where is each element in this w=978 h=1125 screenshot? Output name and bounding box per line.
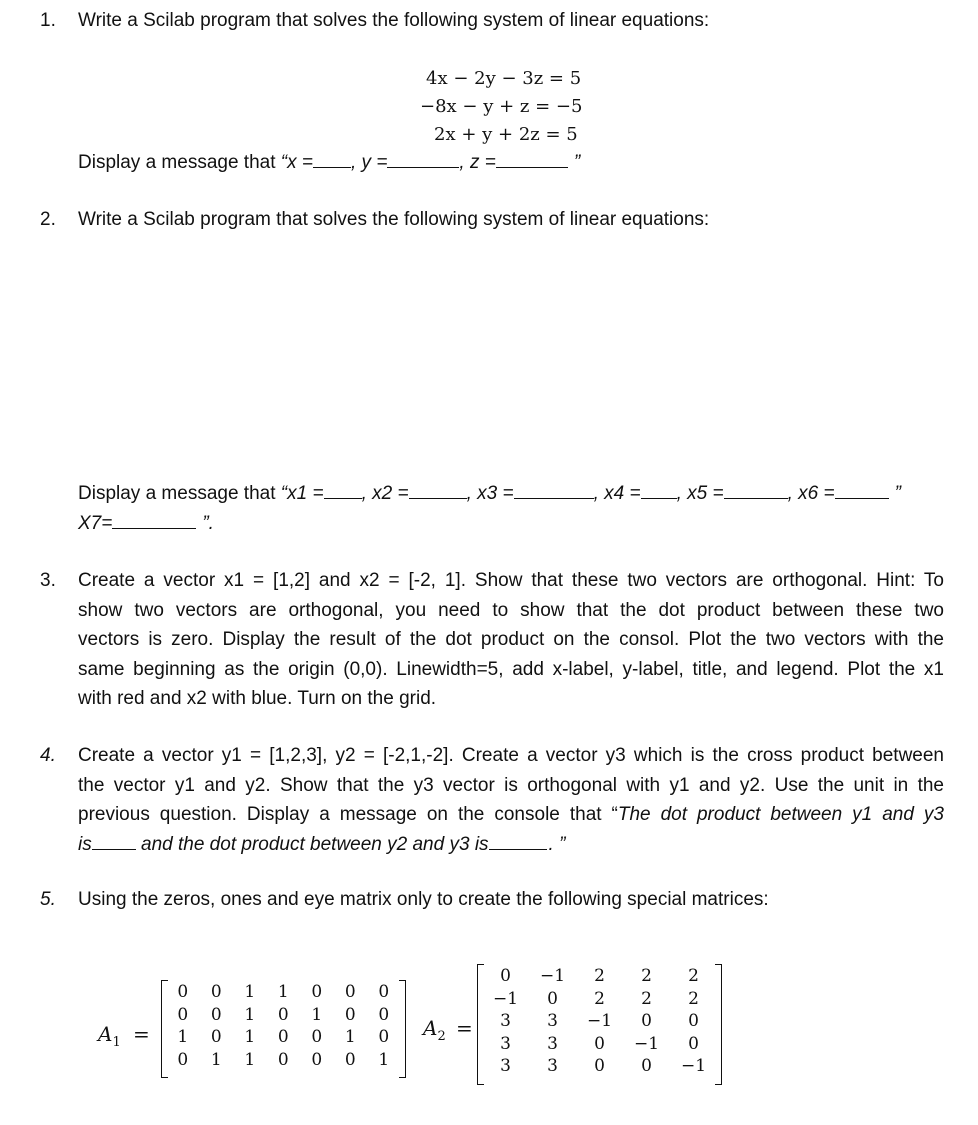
q4-paragraph <box>78 741 944 859</box>
a1-cell: 1 <box>277 982 289 1002</box>
q2-msg-end: ” <box>894 483 901 504</box>
q4-line-4 <box>78 830 944 860</box>
q2-msg-end2: ”. <box>202 513 214 534</box>
a2-grid <box>477 964 722 1083</box>
a1-cell: 1 <box>244 982 256 1002</box>
a2-cell: 2 <box>688 966 699 986</box>
a1-label <box>98 1022 121 1050</box>
a2-cell: 0 <box>688 1011 699 1031</box>
a2-cell: 3 <box>547 1056 558 1076</box>
a2-cell: 2 <box>641 966 652 986</box>
a1-cell: 0 <box>344 1004 356 1025</box>
q1-blank-z <box>496 151 568 168</box>
q2-blank-x4 <box>641 482 677 499</box>
q4-blank-2 <box>489 833 547 850</box>
q2-msg-x4: , x4 = <box>593 483 641 504</box>
q1-msg-y: , y = <box>350 152 388 173</box>
a1-cell: 1 <box>210 1049 222 1070</box>
a2-cell: 3 <box>547 1011 558 1031</box>
a1-cell: 0 <box>311 982 323 1002</box>
a1-cell: 0 <box>277 1027 289 1047</box>
a1-cell: 0 <box>177 1004 189 1025</box>
a1-cell: 0 <box>210 982 222 1002</box>
q2-blank-x7 <box>112 512 196 529</box>
q4-number: 4. <box>40 745 56 766</box>
q4-line-3-plain: previous question. Display a message on the console that “ <box>78 804 618 825</box>
a1-label-sub: 1 <box>112 1035 121 1050</box>
a1-cell: 0 <box>277 1049 289 1070</box>
a1-cell: 1 <box>244 1004 256 1025</box>
q2-blank-x6 <box>835 482 889 499</box>
q2-msg-x3: , x3 = <box>466 483 514 504</box>
a2-cell: 3 <box>547 1033 558 1054</box>
a2-cell: 0 <box>641 1011 652 1031</box>
a2-cell: −1 <box>633 1033 660 1054</box>
q1-msg-x: “x = <box>280 152 313 173</box>
q3-line-1: Create a vector x1 = [1,2] and x2 = [-2, 1]. Show that these two vectors are orthogonal. Hint: To <box>78 570 944 591</box>
a1-equals: = <box>133 1022 150 1046</box>
a2-label-letter: A <box>423 1016 438 1040</box>
a1-cell: 1 <box>244 1049 256 1070</box>
a1-cell: 0 <box>277 1004 289 1025</box>
q1-equation-1: 4x − 2y − 3z = 5 <box>426 68 582 89</box>
q4-line-4-a: is <box>78 833 92 855</box>
a1-cell: 0 <box>210 1004 222 1025</box>
a2-cell: 2 <box>594 988 605 1009</box>
a1-cell: 1 <box>344 1027 356 1047</box>
q2-x7-line <box>78 512 214 535</box>
q4-line-3 <box>78 800 944 830</box>
q2-blank-x1 <box>324 482 362 499</box>
q2-number: 2. <box>40 209 56 230</box>
q1-text: Write a Scilab program that solves the following system of linear equations: <box>78 10 710 31</box>
a2-cell: −1 <box>586 1011 613 1031</box>
a2-cell: 2 <box>594 966 605 986</box>
a1-cell: 0 <box>210 1027 222 1047</box>
a2-cell: 0 <box>594 1033 605 1054</box>
q2-display-prefix: Display a message that <box>78 483 276 504</box>
a2-cell: 2 <box>641 988 652 1009</box>
q1-msg-z: , z = <box>459 152 496 173</box>
q3-paragraph <box>78 566 944 714</box>
a1-cell: 0 <box>344 1049 356 1070</box>
q5-number: 5. <box>40 889 56 910</box>
a1-cell: 1 <box>378 1049 390 1070</box>
a2-cell: 0 <box>688 1033 699 1054</box>
a2-label-sub: 2 <box>437 1029 446 1044</box>
a2-cell: 0 <box>594 1056 605 1076</box>
a2-cell: 3 <box>500 1033 511 1054</box>
a1-cell: 1 <box>244 1027 256 1047</box>
a2-label <box>423 1016 446 1044</box>
q4-line-2: the vector y1 and y2. Show that the y3 vector is orthogonal with y1 and y2. Use the unit in the <box>78 774 944 796</box>
q1-number: 1. <box>40 10 56 31</box>
a2-cell: −1 <box>680 1056 707 1076</box>
q2-display-line <box>78 482 901 505</box>
q3-line-5: with red and x2 with blue. Turn on the grid. <box>78 688 437 709</box>
q1-display-line <box>78 151 580 174</box>
q3-line-2: show two vectors are orthogonal, you need to show that the dot product between these two <box>78 599 944 621</box>
q4-line-4-b: and the dot product between y2 and y3 is <box>141 833 489 855</box>
a1-cell: 0 <box>378 1027 390 1047</box>
q3-line-4: same beginning as the origin (0,0). Linewidth=5, add x-label, y-label, title, and legend. Plot the x1 <box>78 658 944 680</box>
q2-msg-x6: , x6 = <box>787 483 835 504</box>
q4-line-4-end: . ” <box>548 833 566 855</box>
q2-blank-x5 <box>724 482 788 499</box>
a2-cell: −1 <box>539 966 566 986</box>
q4-line-1: Create a vector y1 = [1,2,3], y2 = [-2,1,-2]. Create a vector y3 which is the cross product between <box>78 745 944 766</box>
q2-blank-x3 <box>514 482 594 499</box>
a1-cell: 0 <box>311 1027 323 1047</box>
a1-cell: 0 <box>344 982 356 1002</box>
a2-cell: 2 <box>688 988 699 1009</box>
a2-cell: 3 <box>500 1011 511 1031</box>
q2-blank-x2 <box>409 482 467 499</box>
q3-line-3: vectors is zero. Display the result of the dot product on the consol. Plot the two vectors with the <box>78 629 944 650</box>
a1-cell: 0 <box>311 1049 323 1070</box>
a1-cell: 1 <box>177 1027 189 1047</box>
a1-grid <box>161 980 406 1076</box>
q1-msg-end: ” <box>573 152 581 173</box>
q1-blank-y <box>387 151 459 168</box>
a1-cell: 0 <box>378 982 390 1002</box>
q2-msg-x1: “x1 = <box>280 483 324 504</box>
a1-cell: 0 <box>177 1049 189 1070</box>
q3-number: 3. <box>40 570 56 591</box>
q4-blank-1 <box>92 833 136 850</box>
a2-cell: 0 <box>500 966 511 986</box>
q2-msg-x5: , x5 = <box>676 483 724 504</box>
q2-msg-x7: X7= <box>78 513 113 534</box>
a2-equals: = <box>456 1016 473 1040</box>
a1-cell: 1 <box>311 1004 323 1025</box>
a2-cell: 0 <box>547 988 558 1009</box>
a2-cell: 3 <box>500 1056 511 1076</box>
q1-blank-x <box>313 151 351 168</box>
q2-msg-x2: , x2 = <box>361 483 409 504</box>
a2-cell: 0 <box>641 1056 652 1076</box>
q1-equation-2: −8x − y + z = −5 <box>420 96 583 117</box>
a2-cell: −1 <box>492 988 519 1009</box>
a1-cell: 0 <box>177 982 189 1002</box>
q1-display-prefix: Display a message that <box>78 152 276 173</box>
q5-text: Using the zeros, ones and eye matrix only to create the following special matrices: <box>78 889 769 910</box>
q4-line-3-italic: The dot product between y1 and y3 <box>617 804 944 825</box>
a1-label-letter: A <box>98 1022 113 1046</box>
a1-cell: 0 <box>378 1004 390 1025</box>
q1-equation-3: 2x + y + 2z = 5 <box>434 124 578 145</box>
q2-text: Write a Scilab program that solves the following system of linear equations: <box>78 209 710 230</box>
